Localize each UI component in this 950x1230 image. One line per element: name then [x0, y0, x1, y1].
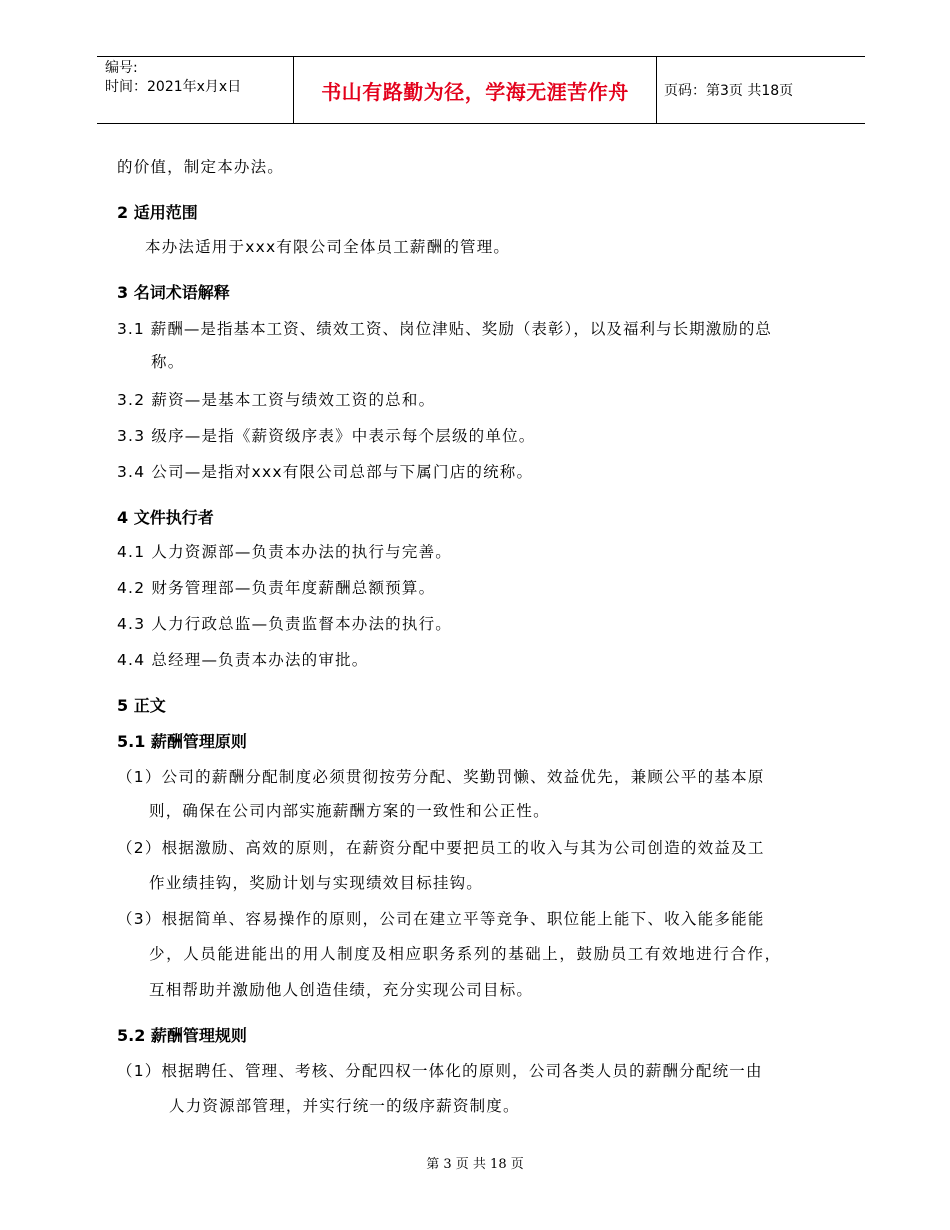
executor-4-1: 4.1 人力资源部—负责本办法的执行与完善。: [117, 543, 452, 561]
principle-2-line-1: （2）根据激励、高效的原则，在薪资分配中要把员工的收入与其为公司创造的效益及工: [117, 839, 765, 857]
header-motto-cell: [293, 57, 657, 123]
principle-1-line-2: 则，确保在公司内部实施薪酬方案的一致性和公正性。: [149, 802, 550, 820]
executor-4-4: 4.4 总经理—负责本办法的审批。: [117, 651, 369, 669]
header-info-cell: [97, 57, 293, 123]
term-3-4: 3.4 公司—是指对xxx有限公司总部与下属门店的统称。: [117, 463, 534, 481]
section-5-2-heading: 5.2 薪酬管理规则: [117, 1026, 247, 1045]
term-3-3: 3.3 级序—是指《薪资级序表》中表示每个层级的单位。: [117, 427, 536, 445]
intro-text: 的价值，制定本办法。: [117, 158, 285, 176]
section-2-text: 本办法适用于xxx有限公司全体员工薪酬的管理。: [145, 238, 511, 256]
header-page-cell: [656, 57, 865, 123]
section-5-1-heading: 5.1 薪酬管理原则: [117, 732, 247, 751]
executor-4-3: 4.3 人力行政总监—负责监督本办法的执行。: [117, 615, 452, 633]
term-3-2: 3.2 薪资—是基本工资与绩效工资的总和。: [117, 391, 436, 409]
document-header: [97, 56, 865, 124]
document-time-label: 时间：2021年x月x日: [105, 79, 242, 95]
section-3-heading: 3 名词术语解释: [117, 283, 230, 302]
header-motto: 书山有路勤为径，学海无涯苦作舟: [321, 79, 629, 104]
header-page-code: 页码：第3页 共18页: [664, 83, 794, 99]
page-footer: 第 3 页 共 18 页: [426, 1157, 524, 1172]
term-3-1-line-2: 称。: [151, 353, 185, 371]
term-3-1-line-1: 3.1 薪酬—是指基本工资、绩效工资、岗位津贴、奖励（表彰），以及福利与长期激励的总: [117, 320, 772, 338]
executor-4-2: 4.2 财务管理部—负责年度薪酬总额预算。: [117, 579, 436, 597]
section-2-heading: 2 适用范围: [117, 203, 198, 222]
principle-1-line-1: （1）公司的薪酬分配制度必须贯彻按劳分配、奖勤罚懒、效益优先，兼顾公平的基本原: [117, 768, 765, 786]
rule-1-line-1: （1）根据聘任、管理、考核、分配四权一体化的原则，公司各类人员的薪酬分配统一由: [117, 1062, 763, 1080]
principle-3-line-2: 少，人员能进能出的用人制度及相应职务系列的基础上，鼓励员工有效地进行合作，: [149, 945, 782, 963]
principle-3-line-1: （3）根据简单、容易操作的原则，公司在建立平等竞争、职位能上能下、收入能多能能: [117, 910, 765, 928]
principle-3-line-3: 互相帮助并激励他人创造佳绩，充分实现公司目标。: [149, 981, 534, 999]
rule-1-line-2: 人力资源部管理，并实行统一的级序薪资制度。: [169, 1097, 520, 1115]
section-5-heading: 5 正文: [117, 696, 166, 715]
document-code-label: 编号:: [105, 60, 138, 76]
section-4-heading: 4 文件执行者: [117, 508, 214, 527]
principle-2-line-2: 作业绩挂钩，奖励计划与实现绩效目标挂钩。: [149, 874, 484, 892]
